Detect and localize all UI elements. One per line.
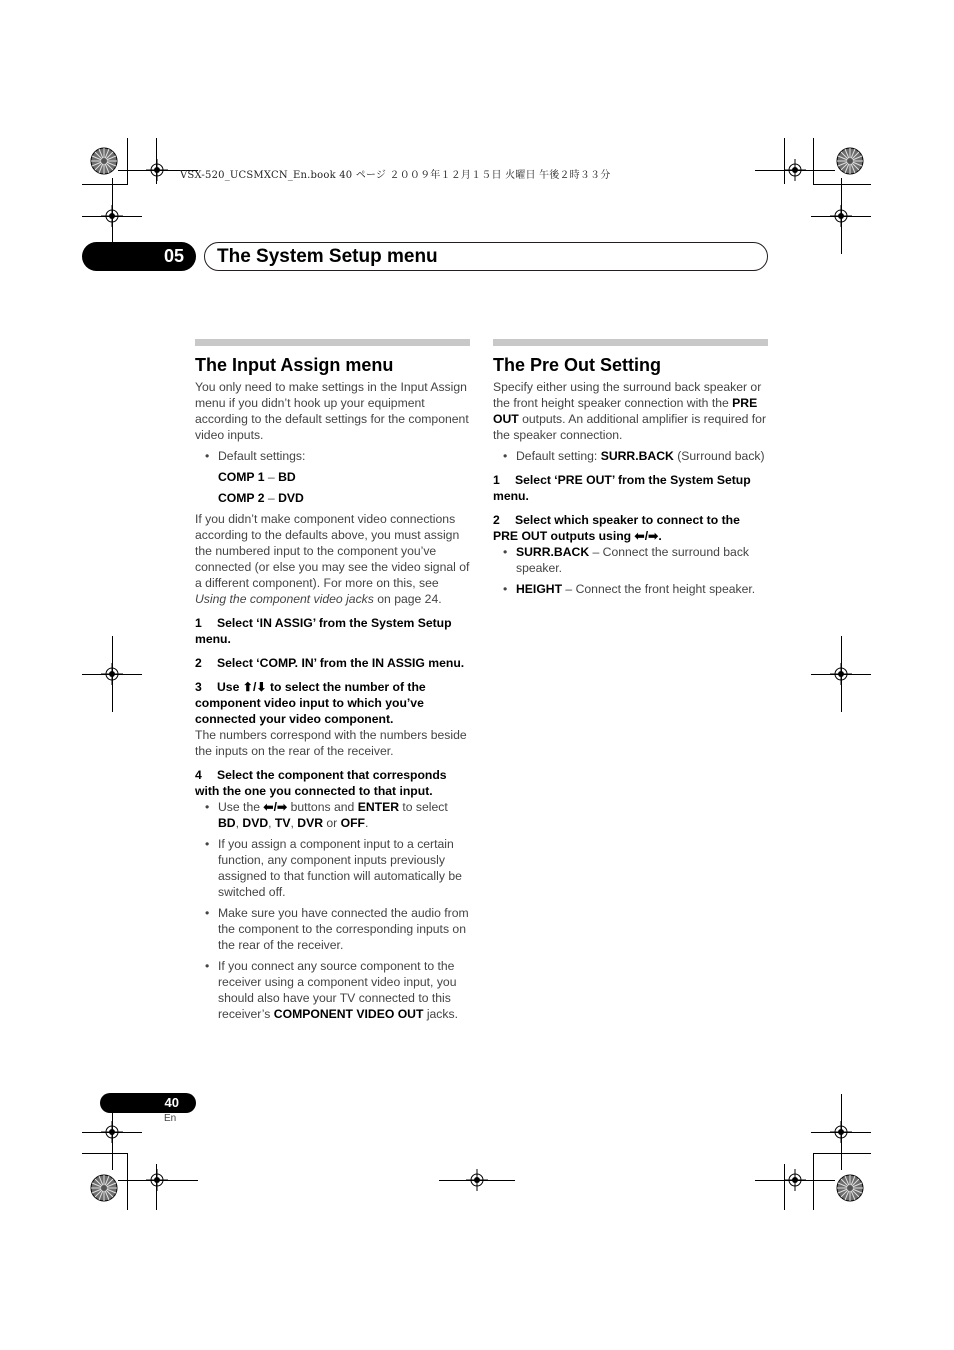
default-setting-line: COMP 2 – DVD <box>218 491 304 505</box>
input-assign-section <box>195 339 470 1022</box>
page-language: En <box>164 1113 177 1124</box>
starburst-target-icon <box>836 1174 864 1202</box>
section-divider <box>195 339 470 346</box>
left-right-arrow-icon: ⬅/➡ <box>263 800 288 814</box>
up-down-arrow-icon: ⬆/⬇ <box>242 680 267 694</box>
chapter-number-badge: 05 <box>82 242 196 271</box>
step-4-bullet: • Use the ⬅/➡ buttons and ENTER to select BD, DVD, TV, DVR or OFF. <box>195 799 470 831</box>
assignment-paragraph: If you didn’t make component video connections according to the defaults above, you must assign the numbered input to the component you’ve connected (or else you may see the video signal of a different component). For more on this, see Using the component video jacks on page 24. <box>195 512 470 606</box>
default-settings-bullet: • Default settings: <box>195 448 470 464</box>
intro-paragraph: You only need to make settings in the Input Assign menu if you didn’t hook up your equipment according to the default settings for the component video inputs. <box>195 380 469 442</box>
step-3-note: The numbers correspond with the numbers beside the inputs on the rear of the receiver. <box>195 728 467 758</box>
print-file-header: VSX-520_UCSMXCN_En.book 40 ページ ２００９年１２月１５日 火曜日 午後２時３３分 <box>180 170 611 181</box>
section-heading: The Pre Out Setting <box>493 355 662 375</box>
step-4-bullet: • Make sure you have connected the audio from the component to the corresponding inputs on the rear of the receiver. <box>195 905 470 953</box>
step-2: 2 Select which speaker to connect to the PRE OUT outputs using ⬅/➡. <box>493 513 740 543</box>
cross-reference: Using the component video jacks <box>195 592 374 606</box>
default-setting-bullet: • Default setting: SURR.BACK (Surround back) <box>493 448 768 464</box>
speaker-option-bullet: • HEIGHT – Connect the front height speaker. <box>493 581 768 597</box>
step-1: 1 Select ‘PRE OUT’ from the System Setup menu. <box>493 473 751 503</box>
starburst-target-icon <box>836 147 864 175</box>
default-setting-line: COMP 1 – BD <box>218 470 296 484</box>
chapter-title: The System Setup menu <box>204 242 768 271</box>
starburst-target-icon <box>90 147 118 175</box>
section-divider <box>493 339 768 346</box>
step-4-bullet: • If you connect any source component to the receiver using a component video input, you should also have your TV connected to this receiver’s COMPONENT VIDEO OUT jacks. <box>195 958 470 1022</box>
pre-out-section <box>493 339 768 597</box>
step-3: 3 Use ⬆/⬇ to select the number of the component video input to which you’ve connected your video component. <box>195 680 426 726</box>
step-4-bullet: • If you assign a component input to a certain function, any component inputs previously assigned to that function will automatically be switched off. <box>195 836 470 900</box>
page-number-badge: 40 <box>100 1093 196 1113</box>
starburst-target-icon <box>90 1174 118 1202</box>
section-heading: The Input Assign menu <box>195 355 394 375</box>
step-2: 2 Select ‘COMP. IN’ from the IN ASSIG menu. <box>195 656 465 670</box>
left-right-arrow-icon: ⬅/➡ <box>634 529 659 543</box>
intro-paragraph: Specify either using the surround back speaker or the front height speaker connection with the PRE OUT outputs. An additional amplifier is required for the speaker connection. <box>493 380 767 442</box>
step-4: 4 Select the component that corresponds with the one you connected to that input. <box>195 768 447 798</box>
step-1: 1 Select ‘IN ASSIG’ from the System Setup menu. <box>195 616 452 646</box>
speaker-option-bullet: • SURR.BACK – Connect the surround back speaker. <box>493 544 768 576</box>
